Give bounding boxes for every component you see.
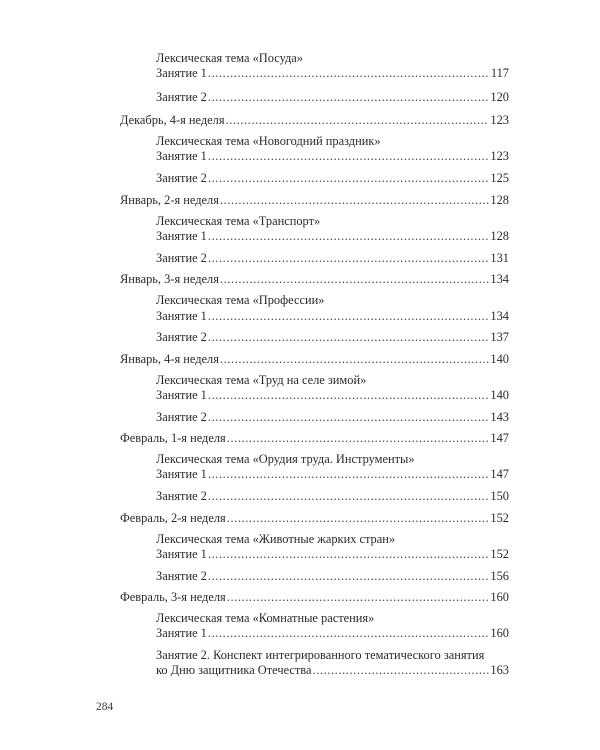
toc-entry-page: 123 [490, 113, 509, 127]
dot-leader [208, 148, 490, 164]
toc-week-entry [120, 192, 509, 208]
toc-entry-page: 131 [490, 251, 509, 265]
dot-leader [226, 112, 490, 128]
toc-entry-title: Январь, 4-я неделя [120, 352, 219, 366]
toc-theme-heading: Лексическая тема «Труд на селе зимой» [156, 373, 367, 387]
toc-entry-title: Занятие 1 [156, 547, 207, 561]
toc-entry-page: 160 [490, 626, 509, 640]
toc-entry-page: 152 [490, 547, 509, 561]
dot-leader [220, 351, 490, 367]
toc-entry-title: Занятие 2 [156, 171, 207, 185]
toc-theme-heading: Лексическая тема «Орудия труда. Инструменты» [156, 452, 415, 466]
toc-entry-title: Занятие 1 [156, 626, 207, 640]
toc-entry-title: Занятие 1 [156, 467, 207, 481]
toc-entry-page: 160 [490, 590, 509, 604]
toc-entry-title: Занятие 1 [156, 229, 207, 243]
toc-entry-title: ко Дню защитника Отечества [156, 663, 312, 677]
toc-lesson-entry [156, 387, 509, 403]
toc-theme-heading: Лексическая тема «Животные жарких стран» [156, 532, 396, 546]
toc-lesson-entry [156, 250, 509, 266]
toc-entry-page: 140 [490, 388, 509, 402]
dot-leader [208, 387, 490, 403]
toc-entry-title: Занятие 1 [156, 388, 207, 402]
toc-entry-page: 137 [490, 330, 509, 344]
dot-leader [227, 589, 490, 605]
toc-lesson-entry [156, 488, 509, 504]
toc-week-entry [120, 510, 509, 526]
toc-entry-page: 163 [490, 663, 509, 677]
dot-leader [208, 250, 490, 266]
toc-lesson-entry [156, 65, 509, 81]
toc-entry-title: Занятие 2 [156, 489, 207, 503]
toc-lesson-entry [156, 625, 509, 641]
dot-leader [208, 65, 490, 81]
dot-leader [208, 308, 490, 324]
toc-entry-title: Занятие 2 [156, 410, 207, 424]
dot-leader [208, 170, 490, 186]
toc-entry-page: 134 [490, 272, 509, 286]
toc-entry-title: Занятие 2 [156, 90, 207, 104]
toc-entry-page: 117 [490, 66, 509, 80]
toc-entry-page: 156 [490, 569, 509, 583]
toc-theme-heading: Лексическая тема «Комнатные растения» [156, 611, 375, 625]
toc-entry-page: 125 [490, 171, 509, 185]
dot-leader [227, 510, 490, 526]
dot-leader [220, 271, 490, 287]
toc-theme-heading: Занятие 2. Конспект интегрированного тематического занятия [156, 648, 485, 662]
toc-lesson-entry [156, 228, 509, 244]
dot-leader [208, 228, 490, 244]
toc-lesson-entry [156, 568, 509, 584]
toc-entry-page: 134 [490, 309, 509, 323]
dot-leader [208, 466, 490, 482]
toc-entry-page: 150 [490, 489, 509, 503]
dot-leader [208, 625, 490, 641]
toc-entry-page: 152 [490, 511, 509, 525]
toc-week-entry [120, 351, 509, 367]
toc-week-entry [120, 112, 509, 128]
toc-lesson-entry [156, 546, 509, 562]
toc-entry-page: 128 [490, 229, 509, 243]
toc-lesson-entry [156, 148, 509, 164]
toc-entry-page: 147 [490, 431, 509, 445]
toc-entry-title: Январь, 2-я неделя [120, 193, 219, 207]
toc-lesson-entry [156, 308, 509, 324]
toc-lesson-entry [156, 170, 509, 186]
toc-entry-title: Занятие 2 [156, 330, 207, 344]
toc-entry-page: 123 [490, 149, 509, 163]
toc-entry-page: 120 [490, 90, 509, 104]
dot-leader [220, 192, 490, 208]
toc-entry-title: Занятие 2 [156, 569, 207, 583]
dot-leader [208, 409, 490, 425]
toc-week-entry [120, 589, 509, 605]
dot-leader [227, 430, 490, 446]
toc-lesson-entry [156, 329, 509, 345]
toc-entry-page: 128 [490, 193, 509, 207]
toc-entry-page: 147 [490, 467, 509, 481]
toc-week-entry [120, 271, 509, 287]
toc-lesson-entry [156, 662, 509, 678]
toc-entry-title: Декабрь, 4-я неделя [120, 113, 225, 127]
toc-lesson-entry [156, 89, 509, 105]
dot-leader [208, 329, 490, 345]
toc-entry-title: Занятие 1 [156, 66, 207, 80]
toc-theme-heading: Лексическая тема «Профессии» [156, 293, 325, 307]
toc-entry-page: 143 [490, 410, 509, 424]
dot-leader [208, 89, 490, 105]
toc-entry-title: Февраль, 1-я неделя [120, 431, 226, 445]
toc-theme-heading: Лексическая тема «Посуда» [156, 51, 303, 65]
toc-entry-title: Февраль, 2-я неделя [120, 511, 226, 525]
toc-lesson-entry [156, 409, 509, 425]
toc-entry-title: Занятие 2 [156, 251, 207, 265]
dot-leader [208, 488, 490, 504]
toc-entry-title: Занятие 1 [156, 149, 207, 163]
toc-entry-page: 140 [490, 352, 509, 366]
toc-theme-heading: Лексическая тема «Новогодний праздник» [156, 134, 381, 148]
dot-leader [208, 546, 490, 562]
page-number: 284 [96, 701, 114, 713]
toc-theme-heading: Лексическая тема «Транспорт» [156, 214, 321, 228]
toc-entry-title: Январь, 3-я неделя [120, 272, 219, 286]
dot-leader [208, 568, 490, 584]
toc-entry-title: Февраль, 3-я неделя [120, 590, 226, 604]
toc-lesson-entry [156, 466, 509, 482]
toc-entry-title: Занятие 1 [156, 309, 207, 323]
toc-week-entry [120, 430, 509, 446]
dot-leader [313, 662, 490, 678]
